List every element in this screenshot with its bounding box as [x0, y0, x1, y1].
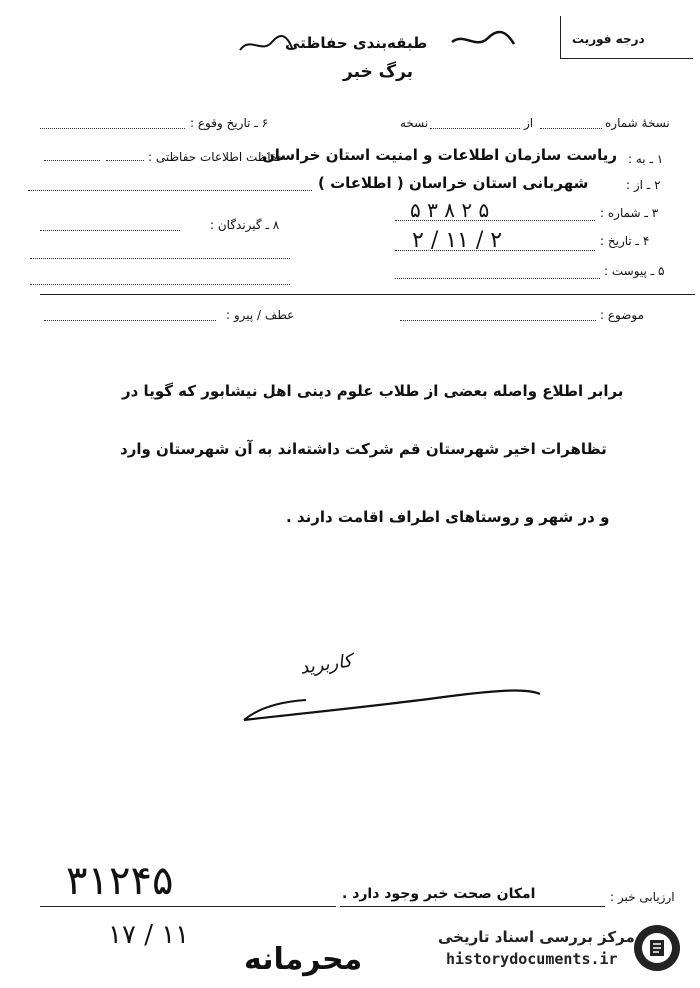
- date-dots: [395, 250, 595, 251]
- attachment-label: ۵ ـ پیوست :: [604, 264, 665, 278]
- watermark-url: historydocuments.ir: [446, 950, 618, 968]
- number-label: ۳ ـ شماره :: [600, 206, 659, 220]
- date-label: ۴ ـ تاریخ :: [600, 234, 650, 248]
- body-line-2: تظاهرات اخیر شهرستان قم شرکت داشته‌اند به آن شهرستان وارد: [120, 440, 607, 458]
- protection-dots: [44, 160, 100, 161]
- evaluation-label: ارزیابی خبر :: [610, 890, 675, 904]
- number-value: ۵ ۲ ۸ ۳ ۵: [410, 198, 490, 222]
- protection-dots-2: [106, 160, 144, 161]
- urgency-label: درجه فوریت: [572, 32, 645, 46]
- reference-label: عطف / پیرو :: [226, 308, 295, 322]
- confidential-stamp: محرمانه: [244, 942, 363, 977]
- body-line-1: برابر اطلاع واصله بعضی از طلاب علوم دینی اهل نیشابور که گویا در: [122, 382, 624, 400]
- handwritten-date: ۱۷ / ۱۱: [108, 920, 190, 950]
- number-dots: [395, 220, 595, 221]
- watermark-box: [414, 918, 692, 976]
- evaluation-value: امکان صحت خبر وجود دارد .: [342, 886, 536, 902]
- from-label: ۲ ـ از :: [626, 178, 661, 192]
- classification-label: طبقه‌بندی حفاظتی: [285, 34, 428, 52]
- recipients-dots: [40, 230, 180, 231]
- archive-logo-icon: [630, 922, 684, 974]
- from-value: شهربانی استان خراسان ( اطلاعات ): [318, 174, 589, 192]
- protection-label: حفاظت اطلاعات حفاظتی :: [148, 150, 285, 164]
- signature-stroke-icon: [236, 680, 546, 728]
- to-label: ۱ ـ به :: [628, 152, 664, 166]
- classification-stamp-scribble-icon: [448, 28, 518, 54]
- copy-number-label: نسخهٔ شماره: [605, 116, 670, 130]
- attachment-dots: [395, 278, 600, 279]
- of-dots: [430, 128, 520, 129]
- event-date-dots: [40, 128, 185, 129]
- event-date-label: ۶ ـ تاریخ وقوع :: [190, 116, 269, 130]
- handwritten-number: ۳۱۲۴۵: [66, 858, 174, 904]
- subject-label: موضوع :: [600, 308, 645, 322]
- footer-line-left: [40, 906, 336, 907]
- date-value: ۲ / ۱۱ / ۲: [412, 228, 503, 253]
- evaluation-underline: [340, 906, 605, 907]
- copy-number-dots: [540, 128, 602, 129]
- recipients-dots-2: [30, 258, 290, 259]
- recipients-label: ۸ ـ گیرندگان :: [210, 218, 280, 232]
- header-separator: [40, 294, 695, 295]
- classification-scribble-icon: [236, 30, 296, 58]
- subject-dots: [400, 320, 596, 321]
- reference-dots: [44, 320, 216, 321]
- form-title: برگ خبر: [343, 62, 414, 82]
- to-value: ریاست سازمان اطلاعات و امنیت استان خراسان: [262, 146, 618, 164]
- recipients-dots-3: [30, 284, 290, 285]
- of-label: از: [524, 116, 534, 130]
- copy-label: نسخه: [400, 116, 429, 130]
- signature-text: کاربرید: [298, 650, 354, 679]
- watermark-title: مرکز بررسی اسناد تاریخی: [438, 928, 635, 946]
- from-dots: [28, 190, 312, 191]
- body-line-3: و در شهر و روستاهای اطراف اقامت دارند .: [286, 508, 610, 526]
